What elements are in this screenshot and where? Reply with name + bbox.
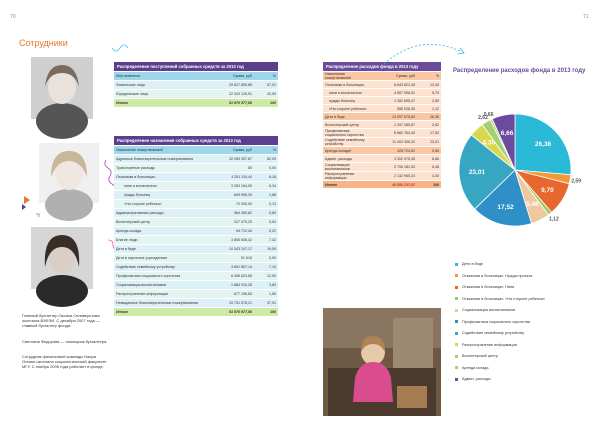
table3-title: Распределение расходов фонда в 2013 году xyxy=(323,62,441,72)
table-row: Админ. расходы 3 302 975,35 6,66 xyxy=(325,156,440,161)
legend-label: Профилактика социального сиротства xyxy=(462,319,530,324)
legend-item xyxy=(455,320,530,324)
legend-label: Отказники в больницах. «На стороне ребенка» xyxy=(462,296,545,301)
table1-header: Жертвователи xyxy=(114,72,204,81)
legend-item xyxy=(455,331,524,335)
pie-data-label: 26,36 xyxy=(534,141,552,149)
table1-header: % xyxy=(254,72,278,81)
table-income-sources xyxy=(114,62,278,108)
legend-item xyxy=(455,366,489,370)
table-row: Социализация воспитанников 2 706 181,53 5,46 xyxy=(325,163,440,171)
table-row: Благие люди 3 855 636,42 7,42 xyxy=(114,236,278,245)
table-row: Физические лица 29 627 850,85 57,01 xyxy=(114,81,278,90)
legend-swatch xyxy=(455,263,458,266)
caption-naira: Сотрудник финансовой команды Наира Оганян окончила социологический факультет МГУ. С ноября 2008 года работает в фонде. xyxy=(22,354,107,370)
legend-item xyxy=(455,343,517,347)
table-funds-allocation xyxy=(114,136,278,317)
legend-swatch xyxy=(455,332,458,335)
avatar-naira xyxy=(31,227,93,289)
legend-item xyxy=(455,262,483,266)
pie-data-label: 5,46 xyxy=(525,200,539,208)
avatar-oksana xyxy=(31,57,93,119)
table-row: Профилактика социального сиротства 8 682 764,40 17,52 xyxy=(325,129,440,137)
table3-header: % xyxy=(417,72,441,81)
avatar-svetlana xyxy=(39,143,99,203)
legend-swatch xyxy=(455,343,458,346)
table-row: Распространение информации 677 196,63 1,69 xyxy=(114,290,278,299)
table-row: Невыданные благотворительные пожертвования 19 701 578,21 37,91 xyxy=(114,299,278,308)
table2-header: Сумма, руб xyxy=(204,146,254,155)
legend-item xyxy=(455,285,514,289)
pie-data-label: 4,30 xyxy=(482,139,496,147)
pie-data-label: 0,66 xyxy=(483,111,494,118)
legend-label: Распространение информации xyxy=(462,342,517,347)
table-total-row: Итого 51 970 977,88 100 xyxy=(114,99,278,108)
chart-title: Распределение расходов фонда в 2013 году xyxy=(453,68,586,74)
table2-header: Назначение пожертвований xyxy=(114,146,204,155)
legend-label: Дети в беде xyxy=(462,262,484,266)
table-row: Социализация воспитанников 1 684 910,26 3,63 xyxy=(114,281,278,290)
child-photo xyxy=(323,308,441,416)
table1-header: Сумма, руб xyxy=(204,72,254,81)
table3-header: Сумма, руб xyxy=(373,72,417,81)
legend-label: Аренда склада xyxy=(462,365,489,370)
chart-legend xyxy=(455,262,595,392)
legend-label: Админ. расходы xyxy=(462,377,491,381)
table-row: няни и воспитатели 4 807 096,51 9,70 xyxy=(323,89,441,97)
table-row: Юридические лица 22 343 126,91 42,99 xyxy=(114,90,278,99)
table1-title: Распределение поступлений собранных средств за 2013 год xyxy=(114,62,278,72)
table-row: Отказники в больницах: 6 643 622,28 13,40 xyxy=(325,82,440,87)
pie-data-label: 9,70 xyxy=(541,186,554,194)
expenses-pie-chart xyxy=(455,90,582,250)
table-row: Дети в беде 10 343 247,17 19,09 xyxy=(114,245,278,254)
legend-label: Отказники в больницах. Нужды проекта xyxy=(462,273,533,278)
table-row: Волонтерский центр 1 297 280,87 2,62 xyxy=(325,122,440,127)
legend-swatch xyxy=(455,366,458,369)
table-row: Дети в беде 13 057 675,69 26,36 xyxy=(325,114,440,119)
table-row: Аренда склада* 328 724,62 0,66 xyxy=(325,148,440,153)
table-row: Содействие семейному устройству 11 403 306,32 23,01 xyxy=(325,138,440,146)
table3-header: Назначение пожертвований xyxy=(323,72,373,81)
legend-item xyxy=(455,274,532,278)
table-row: Профилактика социального сиротства 6 496 623,69 12,50 xyxy=(114,272,278,281)
legend-item xyxy=(455,377,491,381)
table-row: Адресные благотворительные пожертвования 32 269 397,67 62,09 xyxy=(114,155,278,164)
pie-data-label: 23,01 xyxy=(468,168,486,176)
table-row: Транспортные расходы 50 0,00 xyxy=(114,164,278,173)
table-row: няни и воспитатели 3 283 164,05 6,34 xyxy=(114,182,278,191)
legend-item xyxy=(455,308,515,312)
table-fund-expenses xyxy=(323,62,441,189)
table-row: нужды больниц 649 955,39 1,68 xyxy=(114,191,278,200)
legend-swatch xyxy=(455,274,458,277)
legend-swatch xyxy=(455,309,458,312)
table2-title: Распределение назначения собранных средств за 2013 год xyxy=(114,136,278,146)
legend-item xyxy=(455,354,498,358)
pie-data-label: 2,59 xyxy=(571,178,582,185)
legend-label: Отказники в больницах. Няни xyxy=(462,285,515,289)
table-row: Волонтерский центр 327 070,25 0,63 xyxy=(114,218,278,227)
pie-data-label: 2,62 xyxy=(478,114,488,121)
table-row: Дети в сиротских учреждениях 51 515 0,00 xyxy=(114,254,278,263)
pie-data-label: 1,12 xyxy=(549,216,559,223)
table-total-row: Итого 49 556 237,87 100 xyxy=(325,182,440,187)
pie-data-label: 6,66 xyxy=(500,129,514,137)
page-number-right: 71 xyxy=(583,14,589,20)
table-row: Содействие семейному устройству 3 691 807,14 7,10 xyxy=(114,263,278,272)
pie-data-label: 17,52 xyxy=(497,203,514,211)
decorative-arrow-arc xyxy=(380,38,470,68)
caption-oksana: Главный бухгалтер Оксана Селиверстова окончила ВЗФЭИ. С декабря 2007 года — главный бухгалтер фонда. xyxy=(22,313,100,329)
table-total-row: Итого 51 970 977,88 100 xyxy=(114,308,278,317)
section-title: Сотрудники xyxy=(19,38,68,48)
legend-label: Социализация воспитанников xyxy=(462,308,515,312)
legend-swatch xyxy=(455,320,458,323)
table-row: нужды больниц 1 281 695,47 2,59 xyxy=(323,97,441,105)
table-row: Аренда склада 94 712,40 0,22 xyxy=(114,227,278,236)
table2-header: % xyxy=(254,146,278,155)
legend-label: Содействие семейному устройству xyxy=(462,331,525,335)
table-row: Распространение информации 2 132 960,23 4,30 xyxy=(325,172,440,180)
caption-svetlana: Светлана Федорова — помощник бухгалтера. xyxy=(22,339,108,344)
table-row: Отказники в больницах: 4 251 119,44 8,18 xyxy=(114,173,278,182)
legend-swatch xyxy=(455,286,458,289)
table-row: «На стороне ребенка» 70 000,00 0,13 xyxy=(114,200,278,209)
legend-label: Волонтерский центр xyxy=(462,354,498,358)
legend-swatch xyxy=(455,297,458,300)
page-number-left: 70 xyxy=(10,14,16,20)
legend-swatch xyxy=(455,378,458,381)
legend-swatch xyxy=(455,355,458,358)
table-row: Административные расходы 464 450,82 0,89 xyxy=(114,209,278,218)
legend-item xyxy=(455,297,545,301)
table-row: «На стороне ребенка» 555 028,30 1,12 xyxy=(323,105,441,113)
